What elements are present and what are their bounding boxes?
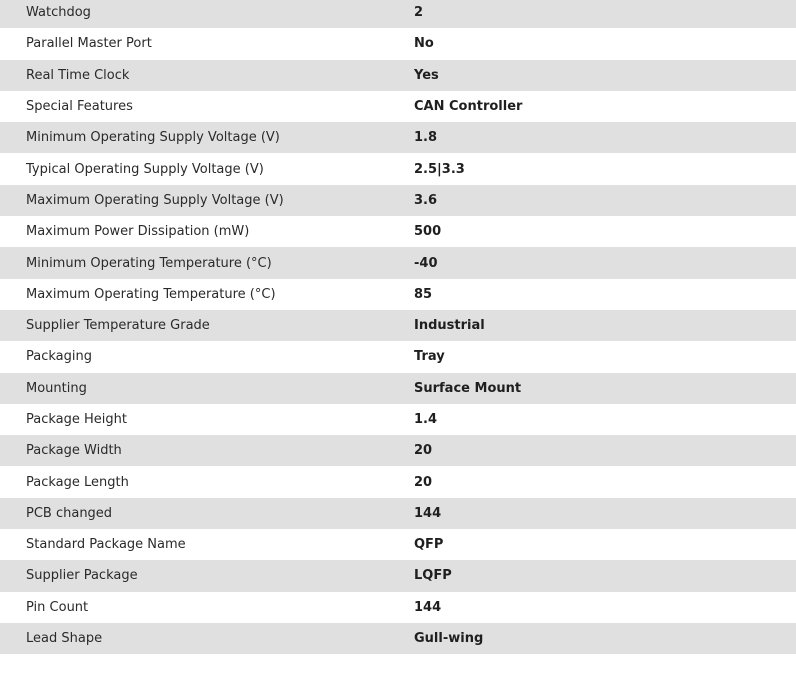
spec-label: PCB changed [26,505,113,521]
spec-value: -40 [414,255,438,271]
spec-label: Real Time Clock [26,67,130,83]
spec-value: CAN Controller [414,99,523,115]
spec-value: Industrial [414,318,485,334]
spec-label: Lead Shape [26,631,103,647]
spec-label: Package Length [26,474,129,490]
spec-value: LQFP [414,568,452,584]
spec-row [0,341,796,372]
spec-row [0,122,796,153]
spec-row [0,529,796,560]
spec-row [0,560,796,591]
spec-row [0,60,796,91]
spec-label: Package Width [26,443,122,459]
spec-value: QFP [414,537,444,553]
spec-row [0,373,796,404]
spec-row [0,310,796,341]
spec-value: 20 [414,474,433,490]
spec-value: 144 [414,599,442,615]
spec-value: No [414,36,434,52]
spec-row [0,623,796,654]
spec-value: Surface Mount [414,380,522,396]
spec-value: 2 [414,5,424,21]
spec-label: Watchdog [26,5,91,21]
spec-label: Maximum Power Dissipation (mW) [26,224,250,240]
spec-label: Pin Count [26,599,89,615]
spec-row [0,91,796,122]
spec-row [0,0,796,28]
spec-label: Standard Package Name [26,537,186,553]
spec-label: Parallel Master Port [26,36,152,52]
spec-label: Minimum Operating Supply Voltage (V) [26,130,280,146]
spec-row [0,404,796,435]
spec-label: Maximum Operating Temperature (°C) [26,286,276,302]
spec-row [0,28,796,59]
spec-row [0,592,796,623]
spec-value: Tray [414,349,445,365]
spec-row [0,185,796,216]
spec-row [0,247,796,278]
spec-label: Special Features [26,99,133,115]
spec-value: 144 [414,505,442,521]
spec-row [0,435,796,466]
spec-label: Maximum Operating Supply Voltage (V) [26,192,284,208]
spec-label: Packaging [26,349,92,365]
spec-value: Yes [414,67,439,83]
spec-label: Supplier Temperature Grade [26,318,210,334]
spec-value: 500 [414,224,442,240]
spec-label: Typical Operating Supply Voltage (V) [26,161,264,177]
spec-label: Mounting [26,380,87,396]
spec-label: Minimum Operating Temperature (°C) [26,255,272,271]
spec-row [0,153,796,184]
spec-value: Gull-wing [414,631,484,647]
spec-value: 1.4 [414,412,438,427]
spec-value: 3.6 [414,192,438,208]
spec-value: 85 [414,286,433,302]
spec-label: Supplier Package [26,568,138,584]
spec-value: 20 [414,443,433,459]
spec-label: Package Height [26,412,127,427]
spec-value: 2.5|3.3 [414,161,465,177]
spec-row [0,279,796,310]
spec-row [0,498,796,529]
spec-row [0,216,796,247]
spec-value: 1.8 [414,130,438,146]
spec-row [0,466,796,497]
